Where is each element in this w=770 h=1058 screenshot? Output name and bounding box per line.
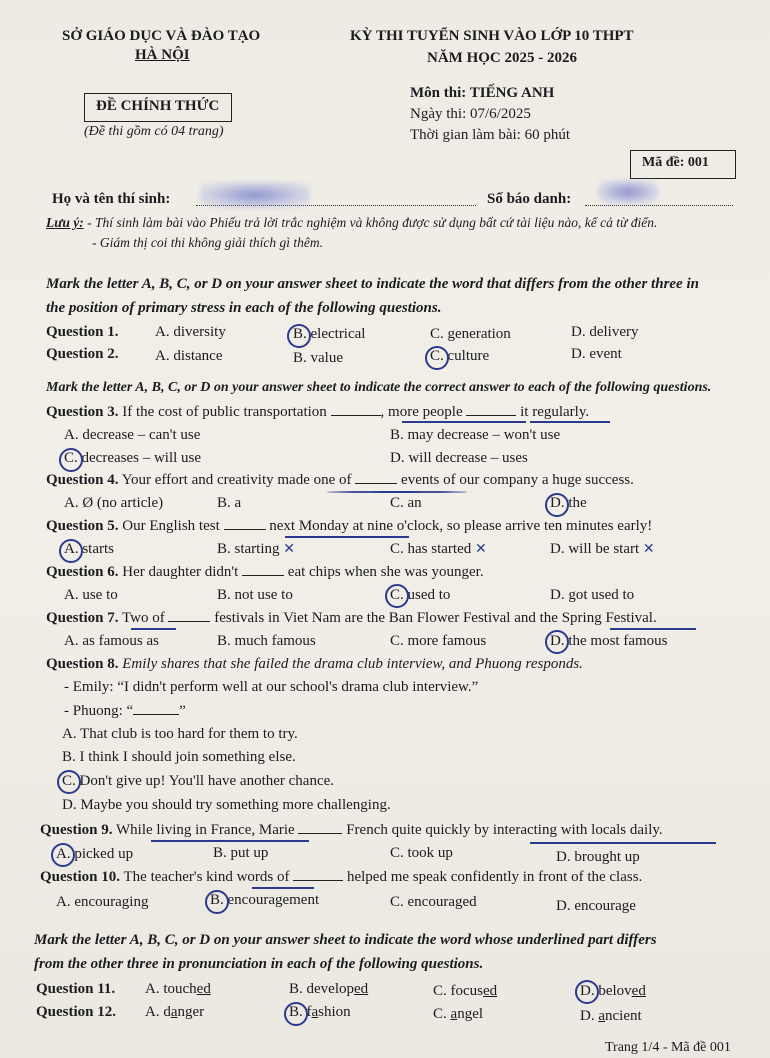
q1-option-b[interactable]: B. electrical	[293, 326, 366, 342]
cross-mark-icon: ✕	[283, 541, 295, 557]
answer-mark	[284, 1002, 308, 1026]
q1-option-a[interactable]: A. diversity	[155, 324, 226, 340]
department-title: SỞ GIÁO DỤC VÀ ĐÀO TẠO	[62, 28, 261, 44]
answer-mark	[575, 980, 599, 1004]
answer-mark	[545, 493, 569, 517]
q12-label: Question 12.	[36, 1004, 117, 1020]
q5-option-b-text: B. starting	[217, 541, 280, 557]
redacted-id	[598, 180, 658, 204]
q4-stem	[46, 472, 634, 489]
q9-stem	[40, 822, 663, 839]
q11-option-b[interactable]	[289, 981, 368, 998]
q8-stem-text: Emily shares that she failed the drama club interview, and Phuong responds.	[122, 656, 583, 672]
q7-option-a[interactable]: A. as famous as	[64, 633, 159, 649]
q11-c-text: C. focus	[433, 983, 483, 999]
q8-option-a[interactable]: A. That club is too hard for them to try.	[62, 726, 298, 742]
q9-option-c[interactable]: C. took up	[390, 845, 453, 861]
notes-label: Lưu ý:	[46, 215, 84, 230]
q10-stem-part1: The teacher's kind words of	[123, 869, 290, 885]
q7-option-c[interactable]: C. more famous	[390, 633, 487, 649]
q8-option-b[interactable]: B. I think I should join something else.	[62, 749, 296, 765]
q4-option-d[interactable]: D. the	[550, 495, 587, 511]
q3-option-b[interactable]: B. may decrease – won't use	[390, 427, 561, 443]
redacted-name	[200, 182, 310, 208]
q3-option-d[interactable]: D. will decrease – uses	[390, 450, 528, 466]
answer-mark	[287, 324, 311, 348]
q3-label: Question 3.	[46, 404, 119, 420]
q11-label: Question 11.	[36, 981, 116, 997]
q3-stem-part1: If the cost of public transportation	[122, 404, 327, 420]
notes-line2: - Giám thị coi thi không giải thích gì thêm.	[92, 235, 323, 250]
ink-underline	[131, 628, 176, 630]
q11-option-c[interactable]	[433, 983, 497, 1000]
q3-stem-part3: it regularly.	[520, 404, 590, 420]
q11-b-underlined: ed	[354, 981, 369, 997]
q9-stem-part2: French quite quickly by interacting with locals daily.	[346, 822, 663, 838]
section3-instruction-1: Mark the letter A, B, C, or D on your answer sheet to indicate the word whose underlined part differs	[34, 932, 657, 948]
candidate-id-label: Số báo danh:	[487, 191, 572, 207]
q12-option-d[interactable]	[580, 1008, 642, 1025]
q5-option-c[interactable]	[390, 541, 487, 558]
q5-label: Question 5.	[46, 518, 119, 534]
school-year: NĂM HỌC 2025 - 2026	[427, 50, 577, 66]
q12-d-underlined: a	[598, 1008, 606, 1024]
q5-option-b[interactable]	[217, 541, 295, 558]
exam-date: Ngày thi: 07/6/2025	[410, 106, 531, 122]
q11-option-a[interactable]	[145, 981, 211, 998]
q5-option-d-text: D. will be start	[550, 541, 640, 557]
q3-stem-part2: , more people	[380, 404, 463, 420]
answer-mark	[57, 770, 81, 794]
q12-d-text: D.	[580, 1008, 599, 1024]
q12-option-a[interactable]	[145, 1004, 204, 1021]
q10-option-a[interactable]: A. encouraging	[56, 894, 149, 910]
q11-d-text: D. belov	[580, 983, 632, 999]
ink-underline	[151, 840, 309, 842]
q10-option-c[interactable]: C. encouraged	[390, 894, 477, 910]
q8-emily-line: - Emily: “I didn't perform well at our school's drama club interview.”	[64, 679, 479, 695]
q1-label: Question 1.	[46, 324, 119, 340]
q4-option-b[interactable]: B. a	[217, 495, 242, 511]
blank	[133, 713, 179, 715]
q9-stem-part1: While living in France, Marie	[116, 822, 295, 838]
q6-option-c[interactable]: C. used to	[390, 587, 451, 603]
ink-underline	[285, 536, 409, 538]
answer-mark	[425, 346, 449, 370]
q8-label: Question 8.	[46, 656, 119, 672]
cross-mark-icon: ✕	[642, 541, 655, 557]
q4-label: Question 4.	[46, 472, 119, 488]
q6-option-a[interactable]: A. use to	[64, 587, 118, 603]
q5-option-a[interactable]: A. starts	[64, 541, 114, 557]
q3-option-a[interactable]: A. decrease – can't use	[64, 427, 201, 443]
section1-instruction-2: the position of primary stress in each of the following questions.	[46, 300, 442, 316]
q9-option-a[interactable]: A. picked up	[56, 846, 134, 862]
q4-stem-part2: events of our company a huge success.	[401, 472, 634, 488]
q7-option-d[interactable]: D. the most famous	[550, 633, 668, 649]
candidate-name-label: Họ và tên thí sinh:	[52, 191, 171, 207]
q3-stem	[46, 404, 589, 421]
blank	[331, 414, 381, 416]
q2-label: Question 2.	[46, 346, 119, 362]
answer-mark	[59, 448, 83, 472]
q9-label: Question 9.	[40, 822, 113, 838]
exam-duration: Thời gian làm bài: 60 phút	[410, 127, 570, 143]
answer-mark	[385, 584, 409, 608]
q11-a-text: A. touch	[145, 981, 197, 997]
q12-c-underlined: a	[450, 1006, 458, 1022]
q5-option-c-text: C. has started	[390, 541, 472, 557]
q4-option-c[interactable]: C. an	[390, 495, 422, 511]
q5-stem-part2: next Monday at nine o'clock, so please arrive ten minutes early!	[269, 518, 653, 534]
q10-option-d[interactable]: D. encourage	[556, 898, 636, 914]
subject	[410, 85, 554, 102]
ink-underline	[327, 491, 467, 493]
q6-stem-part2: eat chips when she was younger.	[287, 564, 484, 580]
q9-option-b[interactable]: B. put up	[213, 845, 269, 861]
q12-b-underlined: a	[311, 1004, 319, 1020]
section1-instruction-1: Mark the letter A, B, C, or D on your answer sheet to indicate the word that differs from the other three in	[46, 276, 699, 292]
blank	[293, 879, 343, 881]
q12-b-rest: shion	[318, 1004, 351, 1020]
q1-option-d[interactable]: D. delivery	[571, 324, 639, 340]
q6-stem	[46, 564, 484, 581]
cross-mark-icon: ✕	[474, 541, 487, 557]
exam-title: KỲ THI TUYỂN SINH VÀO LỚP 10 THPT	[350, 28, 634, 44]
q12-a-underlined: a	[170, 1004, 178, 1020]
ink-underline	[252, 887, 314, 889]
department-city: HÀ NỘI	[135, 47, 190, 63]
exam-code: Mã đề: 001	[642, 155, 709, 170]
q11-b-text: B. develop	[289, 981, 354, 997]
q6-option-d[interactable]: D. got used to	[550, 587, 635, 603]
ink-underline	[530, 421, 610, 423]
candidate-id-line	[585, 205, 733, 206]
blank	[224, 528, 266, 530]
official-label: ĐỀ CHÍNH THỨC	[96, 98, 220, 114]
q12-option-c[interactable]	[433, 1006, 483, 1023]
answer-mark	[205, 890, 229, 914]
blank	[168, 620, 210, 622]
q5-stem	[46, 518, 652, 535]
subject-text: Môn thi: TIẾNG ANH	[410, 85, 555, 101]
page-footer: Trang 1/4 - Mã đề 001	[605, 1040, 731, 1055]
blank	[466, 414, 516, 416]
q12-d-rest: ncient	[605, 1008, 642, 1024]
q8-option-c[interactable]: C. Don't give up! You'll have another chance.	[62, 773, 335, 789]
q10-label: Question 10.	[40, 869, 121, 885]
q2-option-a[interactable]: A. distance	[155, 348, 223, 364]
q6-option-b[interactable]: B. not use to	[217, 587, 293, 603]
q9-option-d[interactable]: D. brought up	[556, 849, 640, 865]
blank	[298, 832, 342, 834]
q2-option-b[interactable]: B. value	[293, 350, 343, 366]
q8-phuong-close: ”	[179, 703, 186, 719]
ink-underline	[610, 628, 696, 630]
q8-option-d[interactable]: D. Maybe you should try something more challenging.	[62, 797, 391, 813]
q7-label: Question 7.	[46, 610, 119, 626]
q12-a-rest: nger	[177, 1004, 205, 1020]
q11-a-underlined: ed	[196, 981, 211, 997]
q7-stem	[46, 610, 657, 627]
q8-stem	[46, 656, 583, 673]
q4-option-a[interactable]: A. Ø (no article)	[64, 495, 164, 511]
notes-text1: - Thí sinh làm bài vào Phiếu trả lời trắc nghiệm và không được sử dụng bất cứ tài liệu nào, kể cả từ điển.	[87, 215, 658, 230]
q10-option-b[interactable]: B. encouragement	[210, 892, 320, 908]
q12-a-text: A. d	[145, 1004, 171, 1020]
q8-phuong-open: - Phuong: “	[64, 703, 134, 719]
answer-mark	[51, 843, 75, 867]
q10-stem-part2: helped me speak confidently in front of the class.	[346, 869, 643, 885]
q7-option-b[interactable]: B. much famous	[217, 633, 316, 649]
q5-stem-part1: Our English test	[122, 518, 220, 534]
blank	[242, 574, 284, 576]
pages-note: (Đề thi gồm có 04 trang)	[84, 124, 224, 139]
q11-c-underlined: ed	[483, 983, 498, 999]
q10-stem	[40, 869, 642, 886]
q4-stem-part1: Your effort and creativity made one of	[121, 472, 352, 488]
notes-line1	[46, 215, 657, 231]
q2-option-c[interactable]: C. culture	[430, 348, 490, 364]
q2-option-d[interactable]: D. event	[571, 346, 622, 362]
q6-stem-part1: Her daughter didn't	[122, 564, 239, 580]
q8-phuong-line	[64, 703, 186, 720]
q12-c-text: C.	[433, 1006, 451, 1022]
q7-stem-part2: festivals in Viet Nam are the Ban Flower Festival and the Spring Festival.	[214, 610, 657, 626]
section2-instruction: Mark the letter A, B, C, or D on your answer sheet to indicate the correct answer to each of the following questions.	[46, 380, 712, 395]
answer-mark	[59, 539, 83, 563]
blank	[355, 482, 397, 484]
ink-underline	[402, 421, 526, 423]
q5-option-d[interactable]	[550, 541, 655, 558]
q3-option-c[interactable]: C. decreases – will use	[64, 450, 202, 466]
answer-mark	[545, 630, 569, 654]
q1-option-c[interactable]: C. generation	[430, 326, 511, 342]
q7-stem-part1: Two of	[122, 610, 165, 626]
q12-b-text: B. f	[289, 1004, 312, 1020]
section3-instruction-2: from the other three in pronunciation in each of the following questions.	[34, 956, 484, 972]
q12-c-rest: ngel	[457, 1006, 484, 1022]
q6-label: Question 6.	[46, 564, 119, 580]
q11-d-underlined: ed	[631, 983, 646, 999]
ink-underline	[530, 842, 716, 844]
